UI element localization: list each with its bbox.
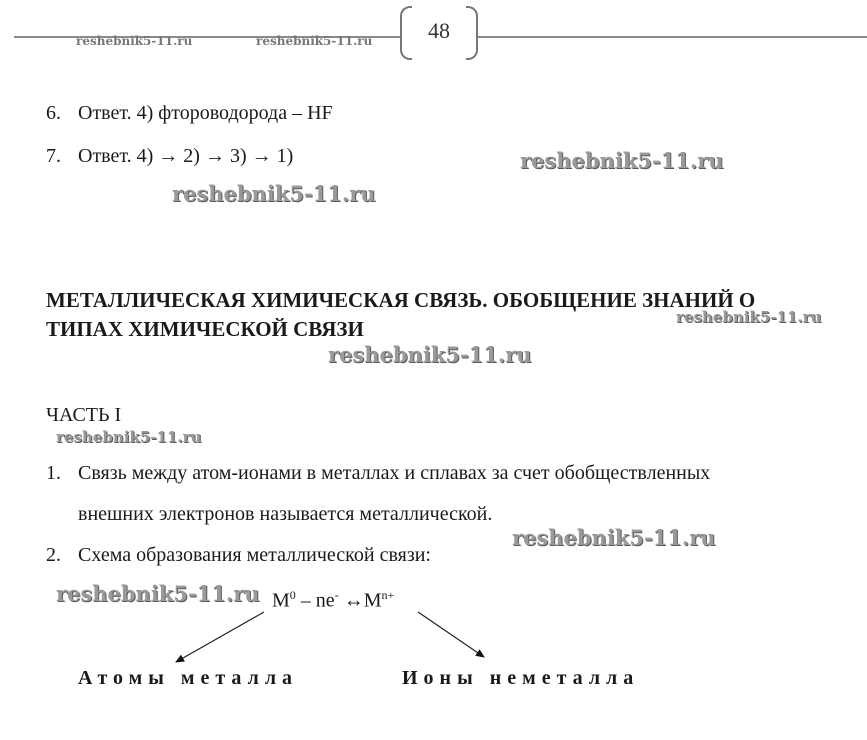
watermark: reshebnik5-11.ru: [76, 34, 193, 48]
item-2-number: 2.: [46, 544, 61, 566]
section-title-line2: ТИПАХ ХИМИЧЕСКОЙ СВЯЗИ: [46, 317, 364, 341]
label-metal-atoms: Атомы металла: [78, 667, 299, 689]
part-heading: ЧАСТЬ I: [46, 404, 122, 426]
section-title-line1: МЕТАЛЛИЧЕСКАЯ ХИМИЧЕСКАЯ СВЯЗЬ. ОБОБЩЕНИЕ ЗНАНИЙ О: [46, 288, 756, 312]
page-number: 48: [428, 18, 450, 43]
answer-7-number: 7.: [46, 145, 61, 167]
electron-charge: -: [334, 588, 339, 602]
watermark: reshebnik5-11.ru: [520, 148, 724, 173]
item-2-line1: Схема образования металлической связи:: [78, 544, 431, 566]
arrow-to-ions: [418, 612, 484, 657]
item-1-number: 1.: [46, 462, 61, 484]
watermark: reshebnik5-11.ru: [512, 525, 716, 550]
electron-loss: – ne: [295, 589, 335, 612]
watermark: reshebnik5-11.ru: [56, 428, 202, 446]
watermark: reshebnik5-11.ru: [56, 581, 260, 606]
label-nonmetal-ions: Ионы неметалла: [402, 667, 640, 689]
watermark: reshebnik5-11.ru: [256, 34, 373, 48]
metal-charge: 0: [289, 588, 296, 602]
answer-6-number: 6.: [46, 102, 61, 124]
equilibrium-arrow: ↔M: [338, 589, 382, 612]
ion-charge: n+: [381, 588, 395, 602]
arrow-to-atoms: [176, 612, 264, 662]
answer-7-text: Ответ. 4) → 2) → 3) → 1): [78, 145, 294, 167]
watermark: reshebnik5-11.ru: [328, 342, 532, 367]
watermark: reshebnik5-11.ru: [172, 181, 376, 206]
item-1-line2: внешних электронов называется металлической.: [78, 503, 493, 525]
item-1-line1: Связь между атом-ионами в металлах и сплавах за счет обобществленных: [78, 462, 711, 484]
answer-6-text: Ответ. 4) фтороводорода – HF: [78, 102, 333, 124]
metal-symbol: M: [272, 589, 290, 612]
watermark: reshebnik5-11.ru: [676, 308, 822, 326]
